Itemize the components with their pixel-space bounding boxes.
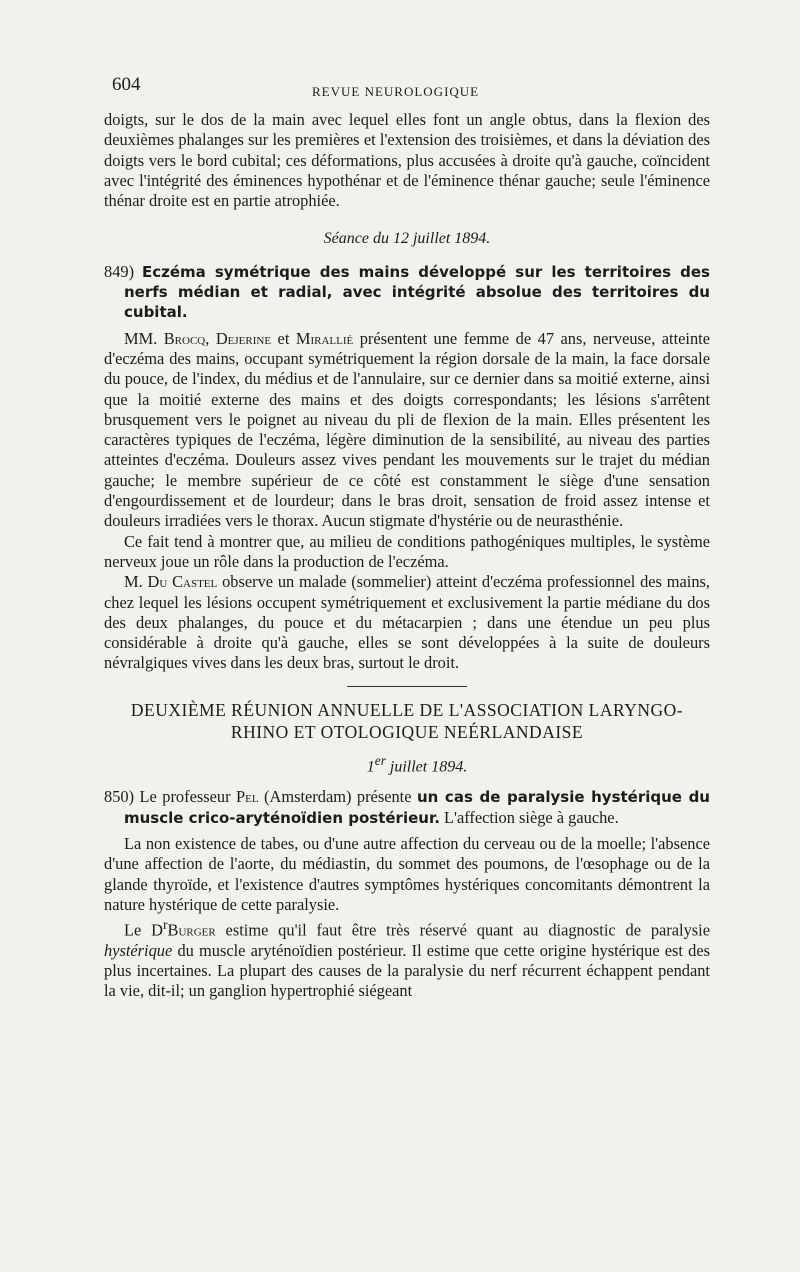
text-run: estime qu'il faut être très réservé quant au diagnostic de paralysie [215, 920, 710, 940]
section-divider [347, 686, 467, 687]
text-run: juillet 1894. [385, 758, 468, 776]
italic-term: hystérique [104, 940, 173, 960]
text-run: M. [124, 572, 148, 592]
text-run: 1 [366, 758, 375, 776]
intro-paragraph: doigts, sur le dos de la main avec lequel elles font un angle obtus, dans la flexion des deuxièmes phalanges sur les premières et l'extension des troisièmes, et dans la déviation des doigts vers le bord cubital; ces déformations, plus accusées à droite qu'à gauche, coïncident avec l'intégrité des éminences hypothénar et de l'éminence thénar gauche; seule l'éminence thénar droite est en partie atrophiée. [104, 110, 710, 211]
item-number: 850) [104, 787, 135, 807]
item-849-heading [104, 262, 710, 323]
author-name: Du Castel [147, 572, 218, 592]
text-run: L'affection siège à gauche. [439, 807, 619, 827]
item-title: Eczéma symétrique des mains développé sur les territoires des nerfs médian et radial, avec intégrité absolue des territoires du cubital. [124, 262, 710, 322]
page-header [112, 74, 712, 102]
text-run: et [271, 328, 296, 348]
item-title: un cas de paralysie hystérique du muscle crico-aryténoïdien postérieur. [124, 788, 710, 827]
paragraph-conclusion: Ce fait tend à montrer que, au milieu de conditions pathogéniques multiples, le système nerveux joue un rôle dans la production de l'eczéma. [104, 531, 710, 571]
author-name: Mirallié [295, 328, 354, 348]
paragraph-du-castel [104, 572, 710, 673]
text-run: du muscle aryténoïdien postérieur. Il estime que cette origine hystérique est des plus incertaines. La plupart des causes de la paralysie du nerf récurrent échappent pendant la vie, dit-il; un ganglion hypertrophié siégeant [104, 940, 710, 1001]
item-850-paragraph [104, 787, 710, 828]
text-run: MM. [124, 328, 164, 348]
author-name: Brocq [163, 328, 206, 348]
running-title: REVUE NEUROLOGIQUE [312, 84, 480, 99]
seance-heading: Séance du 12 juillet 1894. [323, 230, 491, 248]
item-number: 849) [104, 261, 135, 281]
paragraph-burger [104, 915, 710, 1002]
section-title-line: RHINO ET OTOLOGIQUE NEÉRLANDAISE [230, 721, 584, 742]
paragraph-diagnosis: La non existence de tabes, ou d'une autre affection du cerveau ou de la moelle; l'absence d'une affection de l'aorte, du médiastin, du sommet des poumons, de l'œsophage ou de la glande thyroïde, et l'existence d'autres symptômes hystériques concomitants démontrent la nature hystérique de cette paralysie. [104, 833, 710, 914]
paragraph-brocq [104, 329, 710, 532]
page-number: 604 [112, 74, 141, 95]
session-date [104, 751, 710, 778]
section-title-line: DEUXIÈME RÉUNION ANNUELLE DE L'ASSOCIATION LARYNGO- [130, 699, 684, 720]
page-body [104, 110, 710, 1002]
superscript: er [374, 752, 386, 768]
author-name: Dejerine [215, 328, 272, 348]
text-run: observe un malade (sommelier) atteint d'eczéma professionnel des mains, chez lequel les lésions occupent symétriquement et exclusivement la partie médiane du dos des deux phalanges, du pouce et du métacarpien ; dans une étendue un peu plus considérable à droite qu'à gauche, elles se sont développées à la suite de douleurs névralgiques vives dans les deux bras, surtout le droit. [104, 572, 711, 673]
section-title [104, 699, 710, 743]
text-run: (Amsterdam) présente [258, 787, 417, 807]
author-name: Pel [236, 787, 259, 807]
text-run: Le professeur [134, 787, 237, 807]
text-run: présentent une femme de 47 ans, nerveuse, atteinte d'eczéma des mains, occupant symétriquement la région dorsale de la main, la face dorsale du pouce, de l'index, du médius et de l'annulaire, sur ce dernier dans sa moitié externe, ainsi que la moitié externe des mains et des doigts correspondants; les lésions s'arrêtent brusquement vers le poignet au niveau du pli de flexion de la main. Elles présentent les caractères typiques de l'eczéma, légère diminution de la sensibilité, au niveau des parties atteintes d'eczéma. Douleurs assez vives pendant les mouvements sur le trajet du médian gauche; le membre supérieur de ce côté est constamment le siège d'une sensation d'engourdissement et de lourdeur; dans le bras droit, sensation de froid assez intense et douleurs irradiées vers le thorax. Aucun stigmate d'hystérie ou de neurasthénie. [104, 328, 711, 531]
superscript: r [162, 917, 168, 933]
text-run: Le D [124, 920, 163, 940]
author-name: Burger [167, 920, 216, 940]
text-run: , [205, 328, 216, 348]
